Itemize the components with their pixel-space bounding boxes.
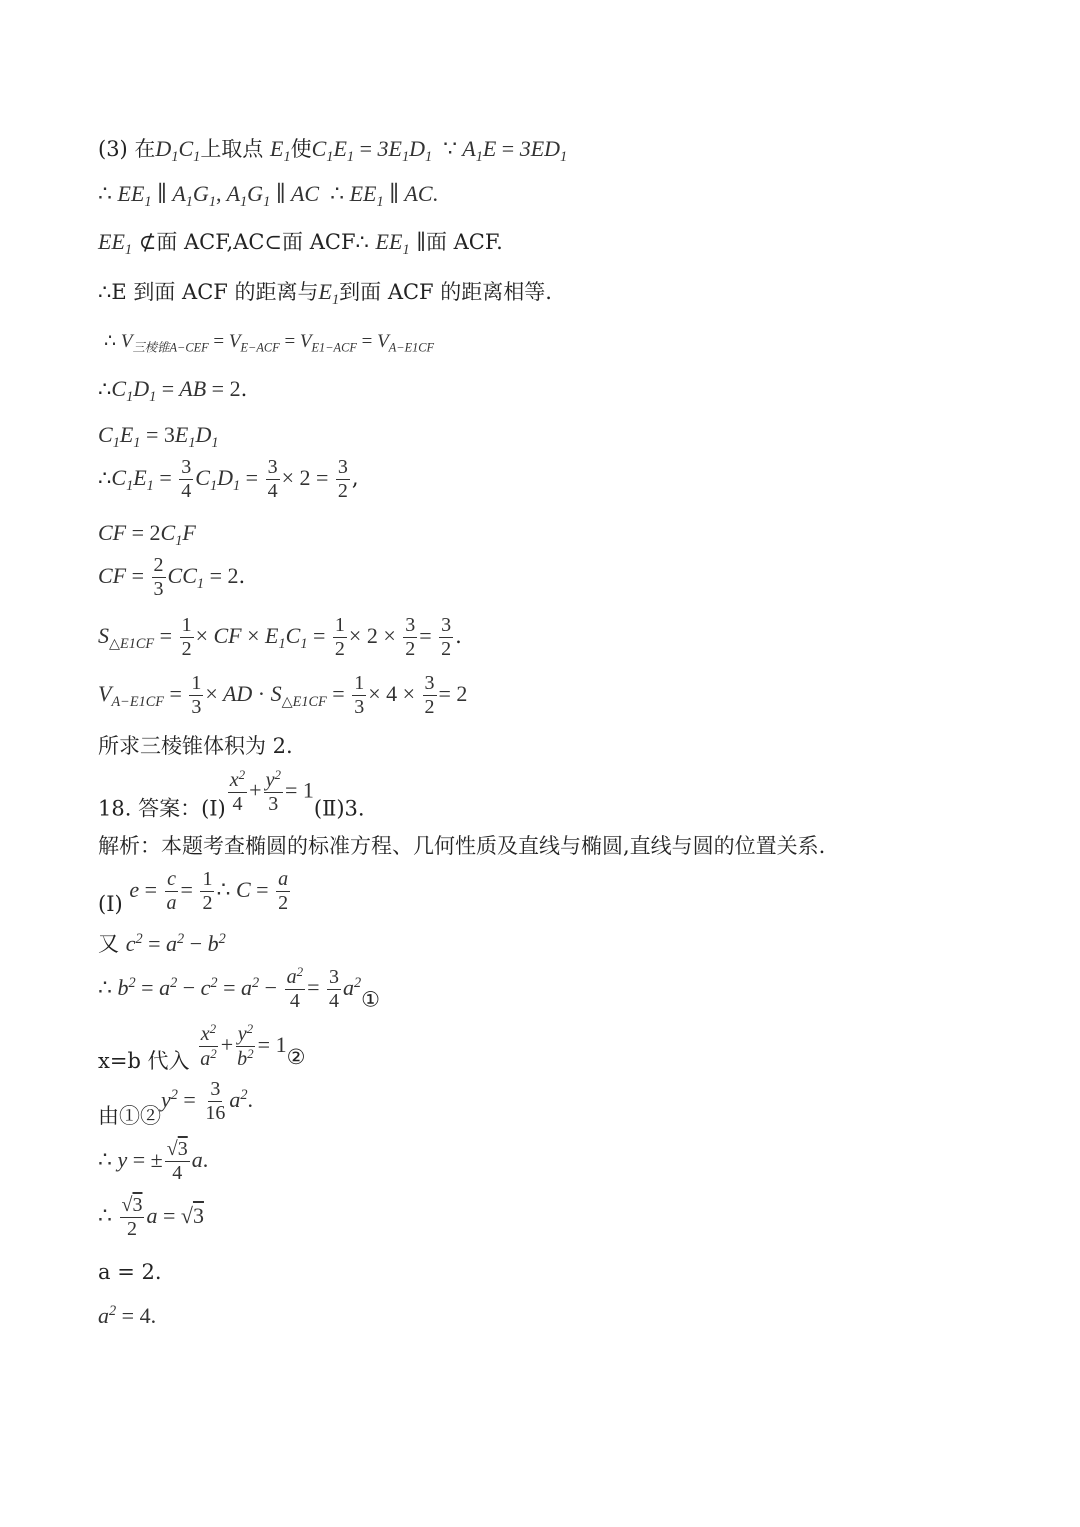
line-23: a = 2.	[98, 1260, 162, 1284]
line-12: $V_{A-E1CF}$ = $\frac{1}{3}$ × AD · $S_{\triangle E1CF}$ = $\frac{1}{3}$ × 4 × $\frac{3}{2}$ = 2	[98, 672, 468, 718]
line-11: $S_{\triangle E1CF}$ = $\frac{1}{2}$ × CF × $E_1C_1$ = $\frac{1}{2}$ × 2 × $\frac{3}{2}$ = $\frac{3}{2}$ .	[98, 614, 462, 660]
line-7: $C_1E_1 = 3E_1D_1$	[98, 422, 219, 451]
line-20: 由$①②y^2$ = $\frac{3}{16}$ $a^2$.	[98, 1078, 253, 1128]
line-8: $\therefore C_1E_1$ = $\frac{3}{4}$ $C_1D_1$ = $\frac{3}{4}$ × 2 = $\frac{3}{2}$ ,	[98, 456, 359, 502]
line-13: 所求三棱锥体积为 2.	[98, 734, 293, 758]
line-22: ∴ $\frac{√3}{2}$ a = √3	[98, 1194, 204, 1240]
line-18: ∴ $b^2 = a^2 - c^2 = a^2$ − $\frac{a^2}{4}$ = $\frac{3}{4}$ $a^2①$	[98, 964, 380, 1013]
line-9: CF = $2C_1F$	[98, 520, 196, 549]
line-15: 解析：本题考查椭圆的标准方程、几何性质及直线与椭圆,直线与圆的位置关系.	[98, 834, 826, 858]
line-4: ∴E 到面 ACF 的距离与$E_1$到面 ACF 的距离相等.	[98, 279, 552, 308]
line-19: x=b 代入 $\frac{x^2}{a^2}$ + $\frac{y^2}{b^2}$ = 1②	[98, 1021, 306, 1074]
line-16: (Ⅰ) e = $\frac{c}{a}$ = $\frac{1}{2}$ ∴ C = $\frac{a}{2}$	[98, 868, 289, 916]
line-3: $EE_1$ ⊄面 ACF,AC⊂面 ACF∴ $EE_1$ ∥面 ACF.	[98, 229, 503, 258]
line-2: ∴ $EE_1$ ∥ $A_1G_1$, $A_1G_1$ ∥ AC ∴ $EE_1$ ∥ AC.	[98, 181, 439, 210]
line-6: $\therefore C_1D_1$ = AB = 2.	[98, 376, 248, 405]
line-14: 18. 答案：(Ⅰ) $\frac{x^2}{4}$ + $\frac{y^2}{3}$ = 1(Ⅱ)3.	[98, 767, 365, 821]
line-24: $a^2 = 4$.	[98, 1302, 157, 1328]
line-17: 又 $c^2 = a^2 - b^2$	[98, 930, 226, 956]
line-5: ∴ $V_{三棱锥A-CEF} = V_{E-ACF} = V_{E1-ACF} = V_{A-E1CF}$	[104, 331, 435, 355]
line-1: (3) 在$D_1C_1$上取点 $E_1$使$C_1E_1 = 3E_1D_1$ ∵ $A_1E = 3ED_1$	[98, 136, 568, 165]
line-21: ∴ y = ± $\frac{√3}{4}$ a.	[98, 1138, 209, 1184]
line-10: CF = $\frac{2}{3}$ $CC_1 = 2$.	[98, 554, 246, 600]
